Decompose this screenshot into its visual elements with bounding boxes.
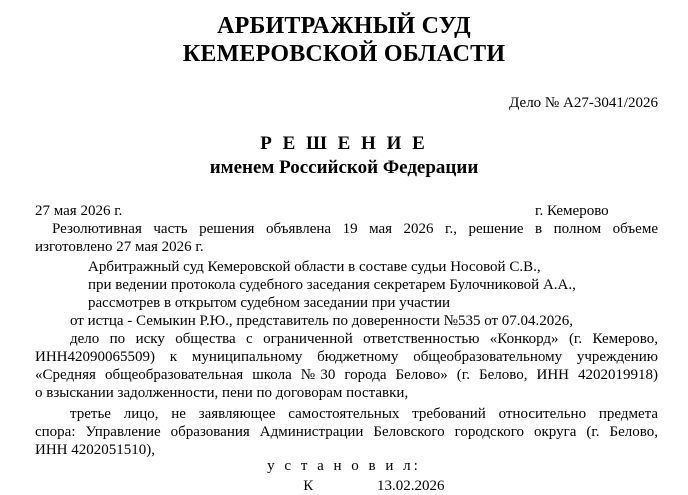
court-name-line1: АРБИТРАЖНЫЙ СУД [217, 13, 471, 39]
body-line-8: ИНН42090065509) к муниципальному бюджетному общеобразовательному учреждению [35, 349, 658, 365]
body-line-5: рассмотрев в открытом судебном заседании при участии [88, 295, 451, 311]
case-number: Дело № А27-3041/2026 [509, 95, 658, 111]
body-line-6: от истца - Семыкин Р.Ю., представитель по доверенности №535 от 07.04.2026, [70, 313, 574, 329]
cut-off-line: К 13.02.2026 [52, 478, 445, 494]
body-line-13: ИНН 4202051510), [35, 442, 155, 458]
body-line-11: третье лицо, не заявляющее самостоятельных требований относительно предмета [70, 406, 658, 422]
body-line-4: при ведении протокола судебного заседания секретарем Булочниковой А.А., [88, 277, 576, 293]
decision-title: Р Е Ш Е Н И Е [260, 133, 428, 154]
decision-date: 27 мая 2026 г. [35, 203, 123, 219]
body-line-1: Резолютивная часть решения объявлена 19 мая 2026 г., решение в полном объеме [52, 221, 658, 237]
decision-subtitle: именем Российской Федерации [209, 157, 479, 178]
body-line-9: «Средняя общеобразовательная школа №30 города Белово» (г. Белово, ИНН 4202019918) [35, 367, 658, 383]
decision-city: г. Кемерово [535, 203, 609, 219]
body-line-12: спора: Управление образования Администрации Беловского городского округа (г. Белово, [35, 424, 658, 440]
body-line-2: изготовлено 27 мая 2026 г. [35, 239, 204, 255]
ustanovil-heading: у с т а н о в и л: [267, 458, 421, 474]
body-line-7: дело по иску общества с ограниченной ответственностью «Конкорд» (г. Кемерово, [70, 331, 658, 347]
body-line-3: Арбитражный суд Кемеровской области в составе судьи Носовой С.В., [88, 259, 541, 275]
body-line-10: о взыскании задолженности, пени по договорам поставки, [35, 385, 409, 401]
court-name-line2: КЕМЕРОВСКОЙ ОБЛАСТИ [182, 41, 506, 67]
